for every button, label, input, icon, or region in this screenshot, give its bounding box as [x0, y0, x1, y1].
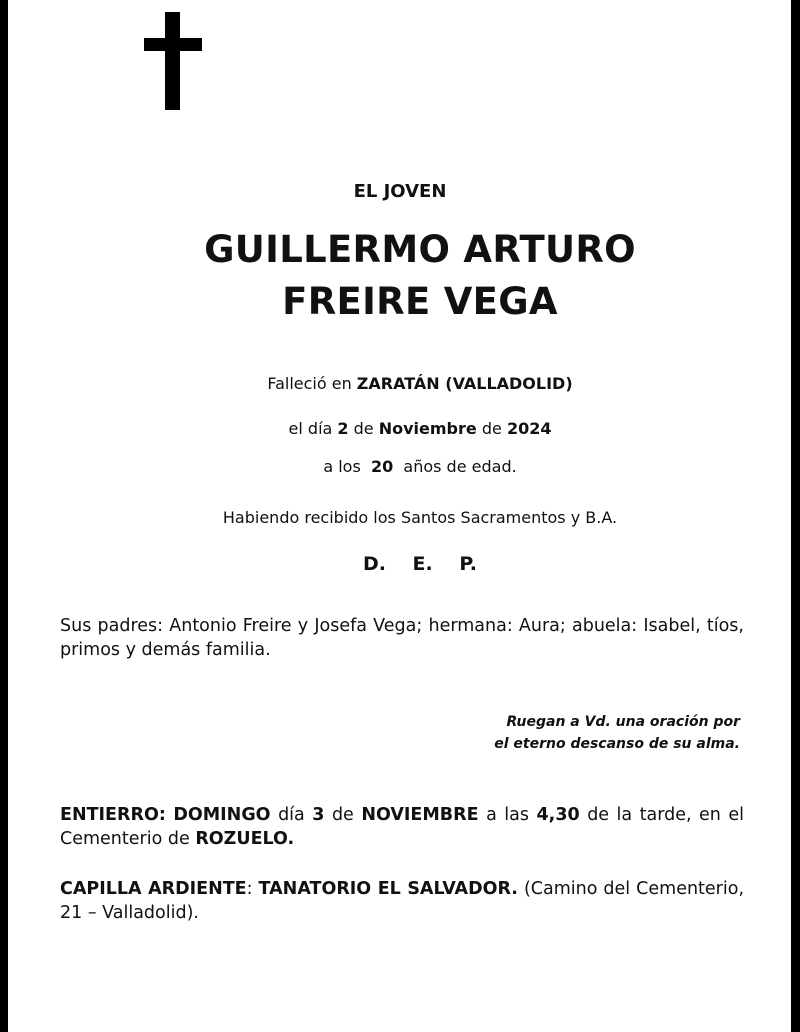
burial-text: de	[331, 805, 354, 825]
death-day: 2	[337, 419, 349, 438]
sacraments-line: Habiendo recibido los Santos Sacramentos y B.A.	[222, 508, 618, 527]
age-prefix: a los	[323, 457, 361, 476]
chapel-paragraph	[60, 877, 744, 925]
chapel-address: (Camino del Cementerio, 21 – Valladolid).	[60, 879, 745, 923]
date-prefix: el día	[288, 419, 333, 438]
left-edge-border	[0, 0, 8, 1032]
age-value: 20	[370, 457, 394, 476]
deceased-name-line1: GUILLERMO ARTURO	[204, 228, 636, 271]
deceased-name-line2: FREIRE VEGA	[282, 280, 558, 323]
burial-label: ENTIERRO:	[60, 805, 166, 825]
burial-day: DOMINGO	[173, 805, 271, 825]
death-year: 2024	[506, 419, 552, 438]
death-date-line	[20, 419, 800, 438]
burial-time: 4,30	[536, 805, 580, 825]
burial-place: ROZUELO.	[195, 829, 295, 849]
age-suffix: años de edad.	[403, 457, 517, 476]
chapel-label: CAPILLA ARDIENTE	[60, 879, 247, 899]
prayer-request	[494, 711, 740, 755]
date-connector: de	[481, 419, 502, 438]
deceased-prefix: EL JOVEN	[353, 181, 447, 202]
cross-icon	[144, 12, 202, 110]
death-place-label: Falleció en	[267, 374, 352, 393]
burial-text: de la tarde, en el Cementerio de	[60, 805, 744, 849]
prayer-line2: el eterno descanso de su alma.	[494, 736, 740, 752]
burial-month: NOVIEMBRE	[361, 805, 479, 825]
burial-text: a las	[486, 805, 529, 825]
death-place: ZARATÁN (VALLADOLID)	[356, 374, 573, 393]
burial-paragraph	[60, 803, 744, 851]
family-paragraph: Sus padres: Antonio Freire y Josefa Vega; hermana: Aura; abuela: Isabel, tíos, primos y demás familia.	[60, 616, 744, 660]
dep-initials: D. E. P.	[362, 553, 478, 575]
burial-text: día	[278, 805, 305, 825]
burial-date-day: 3	[312, 805, 325, 825]
prayer-line1: Ruegan a Vd. una oración por	[506, 714, 740, 730]
date-connector: de	[353, 419, 374, 438]
chapel-colon: :	[246, 879, 253, 899]
death-place-line	[20, 374, 800, 393]
death-month: Noviembre	[378, 419, 477, 438]
age-line	[20, 457, 800, 476]
chapel-venue: TANATORIO EL SALVADOR.	[258, 879, 518, 899]
